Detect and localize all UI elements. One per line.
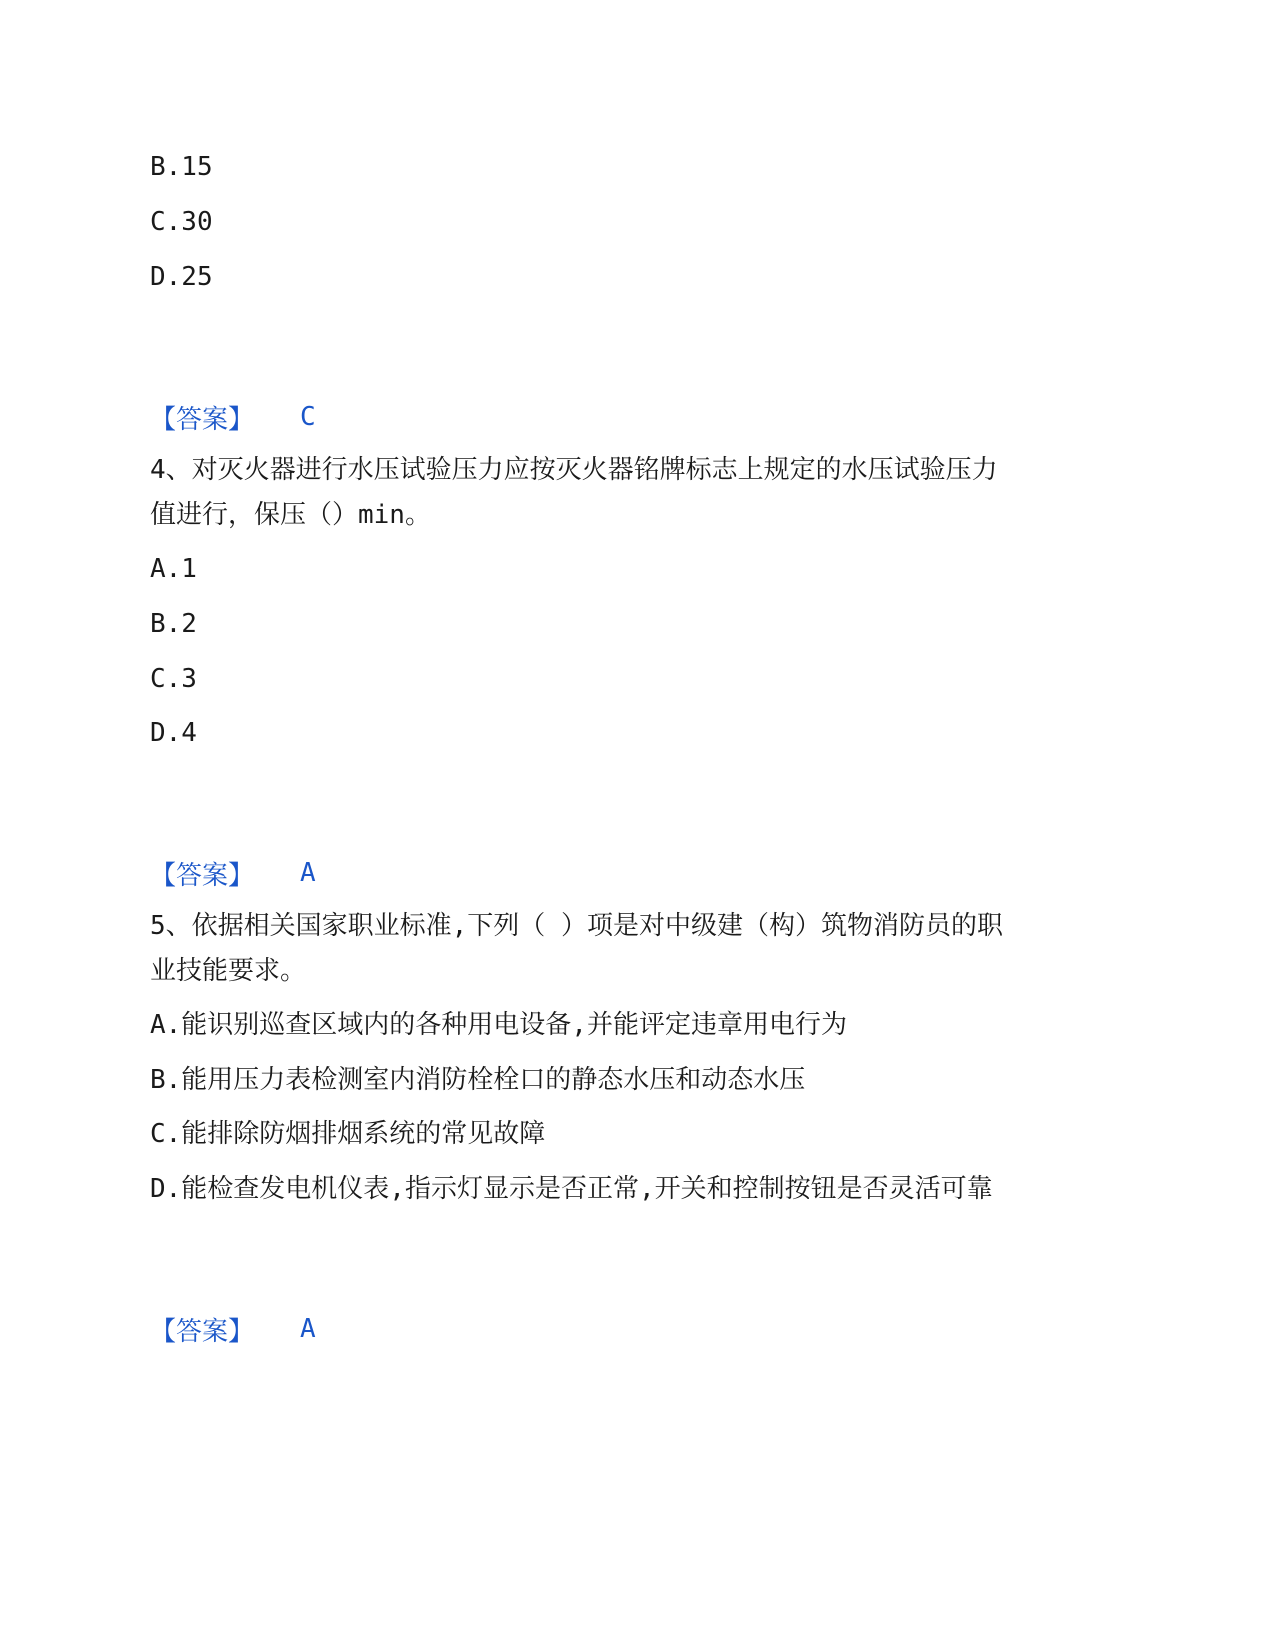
q3-option-d: D.25 <box>150 262 213 292</box>
q4-stem-line1: 4、对灭火器进行水压试验压力应按灭火器铭牌标志上规定的水压试验压力 <box>150 455 998 485</box>
q3-option-c: C.30 <box>150 207 213 237</box>
answer-value: A <box>300 858 316 888</box>
q4-option-a: A.1 <box>150 554 197 584</box>
answer-label: 【答案】 <box>150 1316 255 1347</box>
q4-option-c: C.3 <box>150 664 197 694</box>
q5-option-a: A.能识别巡查区域内的各种用电设备,并能评定违章用电行为 <box>150 1010 847 1040</box>
answer-value: A <box>300 1314 316 1344</box>
q5-answer <box>150 1312 316 1346</box>
q5-stem-line1: 5、依据相关国家职业标准,下列（ ）项是对中级建（构）筑物消防员的职 <box>150 911 1003 941</box>
q5-option-c: C.能排除防烟排烟系统的常见故障 <box>150 1119 546 1149</box>
q4-option-b: B.2 <box>150 609 197 639</box>
answer-value: C <box>300 402 316 432</box>
q4-stem-line2: 值进行，保压（）min。 <box>150 500 431 530</box>
q5-option-d: D.能检查发电机仪表,指示灯显示是否正常,开关和控制按钮是否灵活可靠 <box>150 1174 993 1204</box>
answer-label: 【答案】 <box>150 404 255 435</box>
q4-answer <box>150 856 316 890</box>
q4-option-d: D.4 <box>150 718 197 748</box>
q3-answer <box>150 400 316 434</box>
q5-option-b: B.能用压力表检测室内消防栓栓口的静态水压和动态水压 <box>150 1065 806 1095</box>
answer-label: 【答案】 <box>150 860 255 891</box>
q3-option-b: B.15 <box>150 152 213 182</box>
q5-stem-line2: 业技能要求。 <box>150 956 307 986</box>
